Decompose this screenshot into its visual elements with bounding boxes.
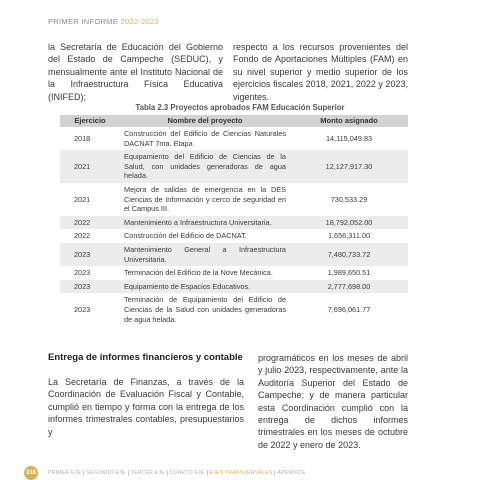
cell-year: 2021	[60, 150, 120, 183]
cell-amount: 7,480,733.72	[290, 243, 408, 266]
table-row	[60, 243, 408, 266]
cell-year: 2023	[60, 243, 120, 266]
header-monto: Monto asignado	[290, 115, 408, 127]
projects-table	[60, 115, 408, 326]
cell-year: 2022	[74, 231, 91, 241]
cell-year: 2023	[74, 268, 91, 278]
cell-amount: 730,533.29	[330, 194, 368, 204]
header-ejercicio: Ejercicio	[60, 115, 120, 127]
cell-amount: 12,127,917.30	[290, 150, 408, 183]
cell-amount: 14,115,049.83	[325, 133, 373, 143]
table-row	[60, 266, 408, 280]
cell-year: 2021	[74, 194, 91, 204]
cell-amount: 1,989,650.51	[327, 268, 371, 278]
page-number: 316	[24, 466, 38, 480]
cell-project: Mejora de salidas de emergencia en la DES Ciencias de Información y cerco de seguridad en el Campus III.	[124, 184, 286, 214]
header-nombre: Nombre del proyecto	[120, 115, 290, 127]
cell-project: Equipamiento del Edificio de Ciencias de la Salud, con unidades generadoras de agua helada.	[120, 150, 290, 183]
cell-year: 2023	[74, 304, 91, 314]
cell-amount: 18,792,052.00	[290, 216, 408, 230]
cell-project: Terminación de Equipamiento del Edificio de Ciencias de la Salud con unidades generadoras de agua helada.	[124, 295, 286, 324]
running-header	[48, 17, 159, 26]
cell-year: 2022	[60, 216, 120, 230]
nav-item[interactable]: EJES TRANSVERSALES	[208, 470, 276, 476]
cell-project: Terminación del Edificio de la Nove Mecánica.	[124, 268, 273, 278]
header-years: 2022-2023	[120, 17, 160, 26]
table-row	[60, 280, 408, 294]
cell-project: Mantenimiento a Infraestructura Universitaria.	[120, 216, 290, 230]
nav-item[interactable]: PRIMER EJE	[46, 470, 84, 476]
cell-amount: 7,696,061.77	[327, 304, 371, 314]
intro-right-column: respecto a los recursos provenientes del Fondo de Aportaciones Múltiples (FAM) en su nivel superior y medio superior de los ejercicios fiscales 2018, 2021, 2022 y 2023, vigentes.	[233, 42, 408, 102]
intro-left-column: la Secretaría de Educación del Gobierno del Estado de Campeche (SEDUC), y mensualmente ante el Instituto Nacional de la Infraestructura Física Educativa (INIFED);	[48, 42, 223, 102]
nav-item[interactable]: APÉNDICE	[277, 470, 306, 476]
cell-amount: 2,777,698.00	[290, 280, 408, 294]
nav-item[interactable]: TERCER EJE	[129, 470, 168, 476]
section-nav	[46, 470, 308, 476]
header-title: PRIMER INFORME	[48, 17, 119, 26]
section-title: Entrega de informes financieros y contable	[48, 352, 243, 363]
nav-item[interactable]: CUARTO EJE	[168, 470, 208, 476]
table-row	[60, 229, 408, 243]
cell-project: Equipamiento de Espacios Educativos.	[120, 280, 290, 294]
table-row	[60, 293, 408, 326]
cell-project: Construcción del Edificio de DACNAT.	[124, 231, 247, 241]
page-footer	[24, 466, 308, 480]
table-caption: Tabla 2.3 Proyectos aprobados FAM Educación Superior	[135, 103, 345, 112]
cell-project: Mantenimiento General a Infraestructura Universitaria.	[120, 243, 290, 266]
section-left-column: La Secretaría de Finanzas, a través de la Coordinación de Evaluación Fiscal y Contable, cumplió en tiempo y forma con la entrega de los informes trimestrales contables, presupuestarios y	[48, 377, 244, 437]
table-row	[60, 183, 408, 216]
table-header-row	[60, 115, 408, 127]
cell-amount: 1,656,311.00	[327, 231, 371, 241]
section-right-column: programáticos en los meses de abril y julio 2023, respectivamente, ante la Auditoría Superior del Estado de Campeche; y de manera particular esta Coordinación cumplió con la entrega de dichos informes trimestrales en los meses de octubre de 2022 y enero de 2023.	[258, 353, 408, 450]
table-row	[60, 150, 408, 183]
cell-project: Construcción del Edificio de Ciencias Naturales DACNAT 7ma. Etapa	[124, 129, 286, 148]
table-row	[60, 216, 408, 230]
table-row	[60, 127, 408, 150]
cell-year: 2018	[74, 133, 91, 143]
cell-year: 2023	[60, 280, 120, 294]
nav-item[interactable]: SEGUNDO EJE	[84, 470, 128, 476]
